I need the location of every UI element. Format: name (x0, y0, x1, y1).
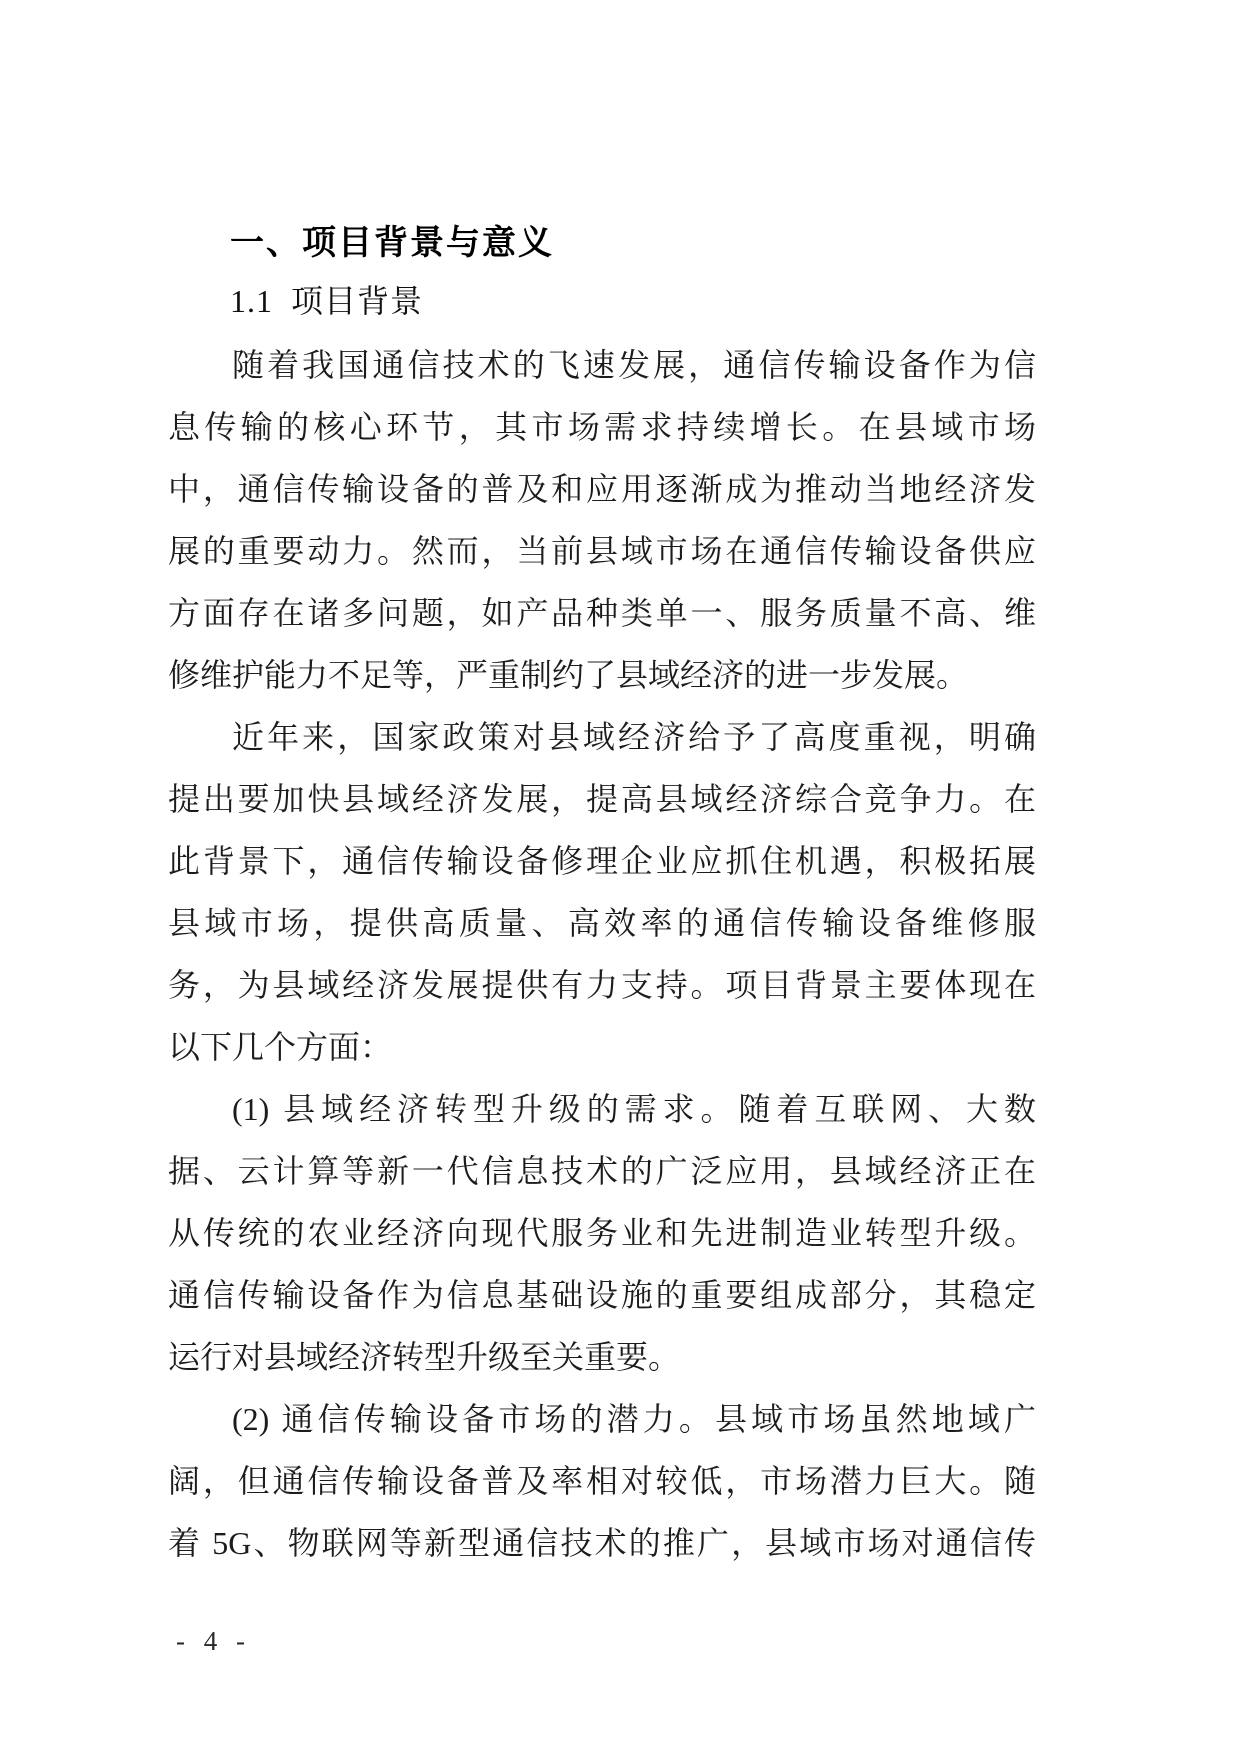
text-line: 县域市场，提供高质量、高效率的通信传输设备维修服 (168, 905, 1036, 941)
text-line: 据、云计算等新一代信息技术的广泛应用，县域经济正在 (168, 1153, 1036, 1189)
text-line: 以下几个方面： (168, 1029, 393, 1065)
text-line: 随着我国通信技术的飞速发展，通信传输设备作为信 (232, 347, 1036, 383)
text-line: 修维护能力不足等，严重制约了县域经济的进一步发展。 (168, 657, 969, 693)
text-line: 息传输的核心环节，其市场需求持续增长。在县域市场 (168, 409, 1036, 445)
section-heading: 一、项目背景与意义 (230, 224, 554, 262)
text-line: 通信传输设备作为信息基础设施的重要组成部分，其稳定 (168, 1277, 1036, 1313)
text-line: (2) 通信传输设备市场的潜力。县域市场虽然地域广 (232, 1401, 1036, 1437)
text-line: 着 5G、物联网等新型通信技术的推广，县域市场对通信传 (168, 1525, 1036, 1561)
text-line: 务，为县域经济发展提供有力支持。项目背景主要体现在 (168, 967, 1036, 1003)
page-number: - 4 - (176, 1626, 251, 1656)
body-text (168, 334, 1036, 1574)
text-line: 运行对县域经济转型升级至关重要。 (168, 1339, 681, 1375)
text-line: 中，通信传输设备的普及和应用逐渐成为推动当地经济发 (168, 471, 1036, 507)
text-line: 提出要加快县域经济发展，提高县域经济综合竞争力。在 (168, 781, 1036, 817)
text-line: (1) 县域经济转型升级的需求。随着互联网、大数 (232, 1091, 1036, 1127)
text-line: 方面存在诸多问题，如产品种类单一、服务质量不高、维 (168, 595, 1036, 631)
text-block (168, 220, 1036, 1574)
text-line: 从传统的农业经济向现代服务业和先进制造业转型升级。 (168, 1215, 1036, 1251)
text-line: 展的重要动力。然而，当前县域市场在通信传输设备供应 (168, 533, 1036, 569)
text-line: 近年来，国家政策对县域经济给予了高度重视，明确 (232, 719, 1036, 755)
text-line: 此背景下，通信传输设备修理企业应抓住机遇，积极拓展 (168, 843, 1036, 879)
subsection-heading: 1.1 项目背景 (230, 283, 424, 319)
text-line: 阔，但通信传输设备普及率相对较低，市场潜力巨大。随 (168, 1463, 1036, 1499)
